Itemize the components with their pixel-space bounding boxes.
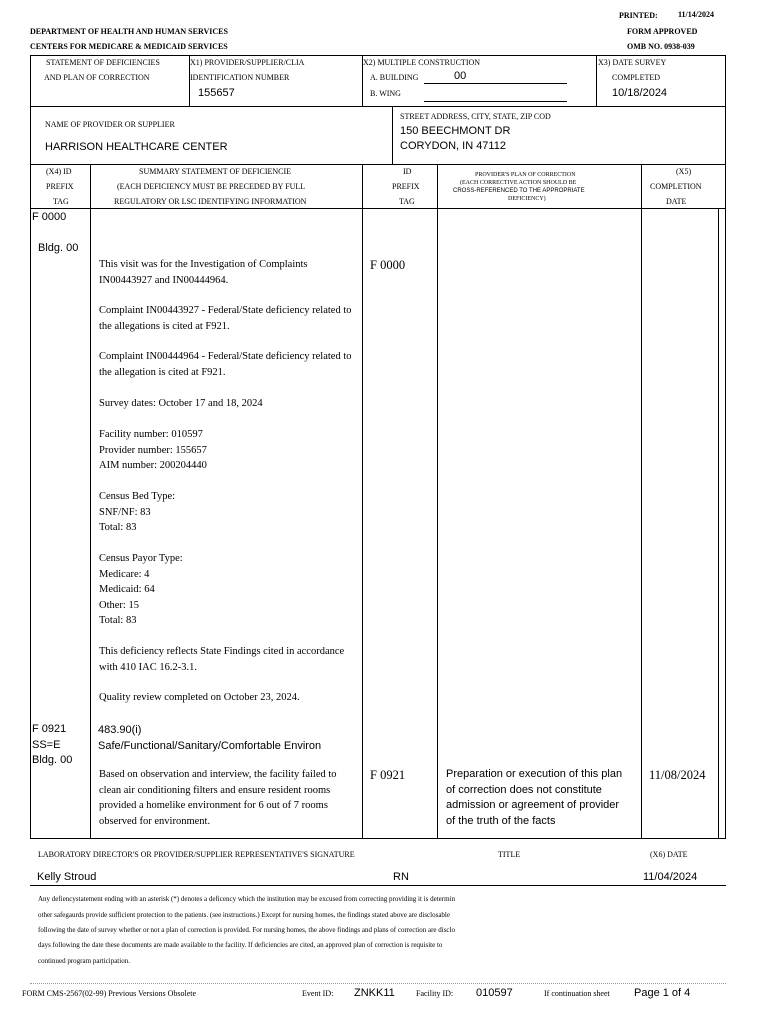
provider-number: 155657 xyxy=(198,87,235,99)
id-prefix-f0000: F 0000 xyxy=(370,258,406,272)
paragraph-census-payor xyxy=(99,551,359,629)
x2-label: X2) MULTIPLE CONSTRUCTION xyxy=(363,58,481,67)
paragraph-quality-review: Quality review completed on October 23, 2024. xyxy=(99,692,300,703)
regulation-block xyxy=(98,722,321,754)
paragraph-visit: This visit was for the Investigation of Complaints IN00443927 and IN00444964. xyxy=(99,259,308,286)
plan-label-1: PROVIDER'S PLAN OF CORRECTION xyxy=(475,172,576,178)
paragraph-facility-info xyxy=(99,427,359,474)
id-label-2: PREFIX xyxy=(392,182,420,191)
x3-label-2: COMPLETED xyxy=(612,73,660,82)
census-snf: SNF/NF: 83 xyxy=(99,506,151,518)
centers-name: CENTERS FOR MEDICARE & MEDICAID SERVICES xyxy=(30,42,228,51)
page-number: Page 1 of 4 xyxy=(634,987,691,999)
x3-label-1: X3) DATE SURVEY xyxy=(598,58,667,67)
x5-label-1: (X5) xyxy=(676,167,692,176)
census-other: Other: 15 xyxy=(99,599,139,611)
event-id-value: ZNKK11 xyxy=(354,987,395,999)
form-number: FORM CMS-2567(02-99) Previous Versions Obsolete xyxy=(22,989,197,998)
address-line-2: CORYDON, IN 47112 xyxy=(400,140,506,152)
building-tag-2: Bldg. 00 xyxy=(32,754,73,766)
address-label: STREET ADDRESS, CITY, STATE, ZIP COD xyxy=(400,112,551,121)
id-prefix-f0921: F 0921 xyxy=(370,768,406,782)
title-value: RN xyxy=(393,871,409,883)
id-label-1: ID xyxy=(403,167,412,176)
scope-severity: SS=E xyxy=(32,738,61,751)
provider-name-label: NAME OF PROVIDER OR SUPPLIER xyxy=(45,120,175,129)
statement-label-2: AND PLAN OF CORRECTION xyxy=(44,73,150,82)
survey-date: 10/18/2024 xyxy=(612,87,668,99)
completion-date: 11/08/2024 xyxy=(649,768,706,782)
building-tag-1: Bldg. 00 xyxy=(38,242,79,254)
x5-label-2: COMPLETION xyxy=(650,182,702,191)
footnote-line-5: continued program participation. xyxy=(38,957,130,965)
facility-id-label: Facility ID: xyxy=(416,989,454,998)
census-payor-total: Total: 83 xyxy=(99,615,137,626)
census-payor-title: Census Payor Type: xyxy=(99,553,183,564)
address-line-1: 150 BEECHMONT DR xyxy=(400,125,511,137)
paragraph-finding: Based on observation and interview, the facility failed to clean air conditioning filters and ensure resident rooms provided a homelike environment for 6 out of 7 rooms observed for environment. xyxy=(99,769,337,827)
summary-label-2: (EACH DEFICIENCY MUST BE PRECEDED BY FULL xyxy=(117,182,306,191)
wing-label: B. WING xyxy=(370,89,401,98)
printed-date: 11/14/2024 xyxy=(678,10,715,19)
signature-value: Kelly Stroud xyxy=(37,871,97,883)
plan-label-3: CROSS-REFERENCED TO THE APPROPRIATE xyxy=(453,188,585,194)
statement-label-1: STATEMENT OF DEFICIENCIES xyxy=(46,58,160,67)
plan-of-correction-text: Preparation or execution of this plan of correction does not constitute admission or agreement of provider of the truth of the facts xyxy=(446,768,623,827)
tag-f0921: F 0921 xyxy=(32,723,67,735)
title-label: TITLE xyxy=(498,850,521,859)
summary-label-1: SUMMARY STATEMENT OF DEFICIENCIE xyxy=(139,167,292,176)
date-label: (X6) DATE xyxy=(650,850,688,859)
provider-number-line: Provider number: 155657 xyxy=(99,444,207,456)
form-approved: FORM APPROVED xyxy=(627,27,698,36)
x4-label-3: TAG xyxy=(53,197,69,206)
paragraph-complaint-1: Complaint IN00443927 - Federal/State deficiency related to the allegations is cited at F921. xyxy=(99,305,352,332)
building-value: 00 xyxy=(454,70,467,82)
signature-date: 11/04/2024 xyxy=(643,871,698,883)
dept-name: DEPARTMENT OF HEALTH AND HUMAN SERVICES xyxy=(30,27,228,36)
paragraph-state-findings: This deficiency reflects State Findings cited in accordance with 410 IAC 16.2-3.1. xyxy=(99,646,345,673)
footnote-line-3: following the date of survey whether or not a plan of correction is provided. For nursing homes, the above findings and plans of correction are disclo xyxy=(38,926,455,934)
plan-label-2: (EACH CORRECTIVE ACTION SHOULD BE xyxy=(460,180,577,186)
footnote-line-2: other safegaurds provide sufficient protection to the patients. (see instructions.) Except for nursing homes, the findings stated above are disclosable xyxy=(38,911,450,919)
x1-label-2: IDENTIFICATION NUMBER xyxy=(190,73,290,82)
census-medicare: Medicare: 4 xyxy=(99,568,150,580)
regulation-number: 483.90(i) xyxy=(98,724,142,736)
summary-label-3: REGULATORY OR LSC IDENTIFYING INFORMATION xyxy=(114,197,307,206)
omb-number: OMB NO. 0938-039 xyxy=(627,42,695,51)
tag-f0921-block xyxy=(32,722,72,769)
x4-label-1: (X4) ID xyxy=(46,167,72,176)
paragraph-complaint-2: Complaint IN00444964 - Federal/State deficiency related to the allegation is cited at F921. xyxy=(99,351,352,378)
event-id-label: Event ID: xyxy=(302,989,334,998)
x4-label-2: PREFIX xyxy=(46,182,74,191)
printed-label: PRINTED: xyxy=(619,11,658,20)
id-label-3: TAG xyxy=(399,197,415,206)
facility-number: Facility number: 010597 xyxy=(99,429,203,440)
census-bed-title: Census Bed Type: xyxy=(99,491,176,502)
continuation-label: If continuation sheet xyxy=(544,989,610,998)
aim-number: AIM number: 200204440 xyxy=(99,460,207,471)
provider-name: HARRISON HEALTHCARE CENTER xyxy=(45,141,228,153)
building-label: A. BUILDING xyxy=(370,73,419,82)
census-bed-total: Total: 83 xyxy=(99,522,137,533)
plan-label-4: DEFICIENCY) xyxy=(508,196,546,202)
census-medicaid: Medicaid: 64 xyxy=(99,584,155,595)
x1-label-1: X1) PROVIDER/SUPPLIER/CLIA xyxy=(190,58,305,67)
x5-label-3: DATE xyxy=(666,197,687,206)
tag-f0000: F 0000 xyxy=(32,211,67,223)
footnote-line-1: Any defiencystatement ending with an asterisk (*) denotes a deficency which the institution may be excused from correcting providing it is determin xyxy=(38,895,455,903)
signature-label: LABORATORY DIRECTOR'S OR PROVIDER/SUPPLIER REPRESENTATIVE'S SIGNATURE xyxy=(38,850,355,859)
paragraph-census-bed xyxy=(99,489,359,536)
facility-id-value: 010597 xyxy=(476,987,513,999)
footnote-line-4: days following the date these documents are made available to the facility. If deficiencies are cited, an approved plan of correction is requisite to xyxy=(38,941,443,949)
paragraph-survey-dates: Survey dates: October 17 and 18, 2024 xyxy=(99,398,263,409)
regulation-title: Safe/Functional/Sanitary/Comfortable Environ xyxy=(98,740,322,752)
